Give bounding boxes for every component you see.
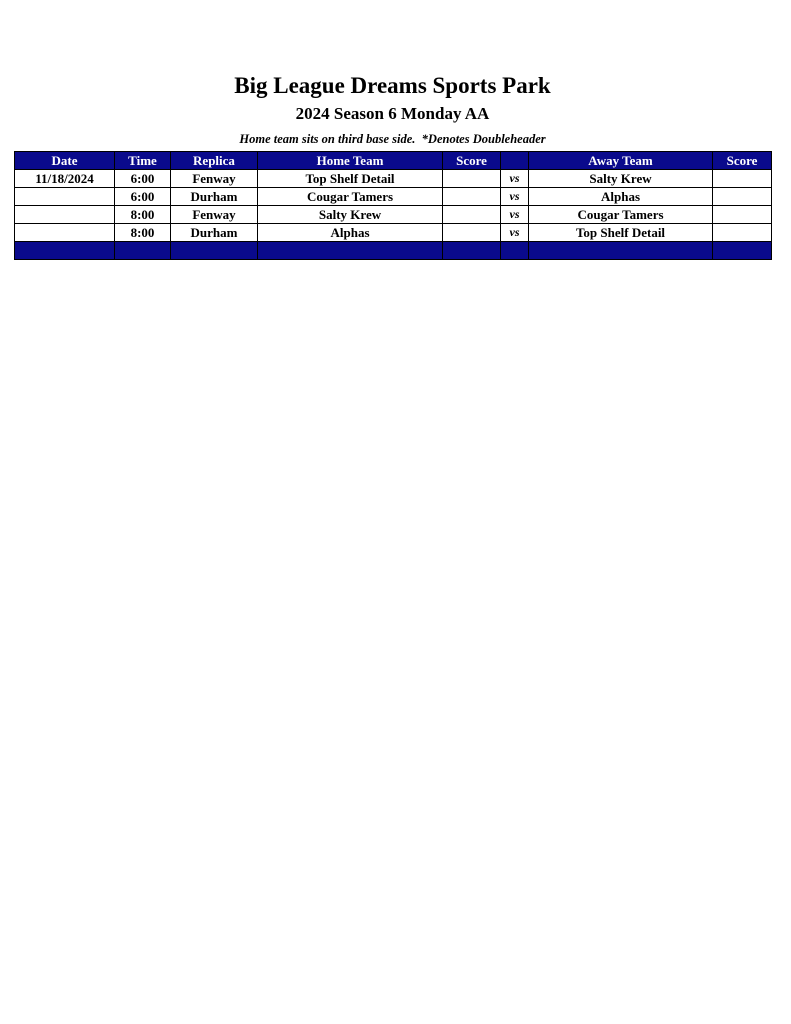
column-header-date: Date	[15, 152, 115, 170]
cell-replica: Durham	[171, 188, 258, 206]
page-subtitle: 2024 Season 6 Monday AA	[295, 104, 490, 123]
column-header-away-score: Score	[713, 152, 772, 170]
cell-replica: Fenway	[171, 170, 258, 188]
cell-date	[15, 188, 115, 206]
cell-time: 6:00	[115, 188, 171, 206]
column-header-replica: Replica	[171, 152, 258, 170]
footer-cell	[443, 242, 501, 260]
column-header-home-score: Score	[443, 152, 501, 170]
cell-away-score	[713, 206, 772, 224]
table-row	[15, 206, 772, 224]
footer-cell	[15, 242, 115, 260]
column-header-home-team: Home Team	[258, 152, 443, 170]
cell-home-score	[443, 188, 501, 206]
column-header-vs	[501, 152, 529, 170]
schedule-table	[14, 151, 772, 260]
cell-away-score	[713, 170, 772, 188]
footer-cell	[115, 242, 171, 260]
cell-vs: vs	[501, 188, 529, 206]
cell-away-team: Salty Krew	[529, 170, 713, 188]
cell-time: 8:00	[115, 224, 171, 242]
column-header-time: Time	[115, 152, 171, 170]
cell-date: 11/18/2024	[15, 170, 115, 188]
schedule-note: Home team sits on third base side. *Denotes Doubleheader	[239, 132, 546, 146]
cell-home-score	[443, 224, 501, 242]
cell-away-score	[713, 188, 772, 206]
cell-time: 6:00	[115, 170, 171, 188]
cell-away-team: Cougar Tamers	[529, 206, 713, 224]
cell-home-score	[443, 206, 501, 224]
cell-vs: vs	[501, 206, 529, 224]
footer-cell	[501, 242, 529, 260]
column-header-away-team: Away Team	[529, 152, 713, 170]
cell-away-score	[713, 224, 772, 242]
cell-replica: Fenway	[171, 206, 258, 224]
cell-away-team: Alphas	[529, 188, 713, 206]
table-row	[15, 188, 772, 206]
cell-date	[15, 224, 115, 242]
table-row	[15, 224, 772, 242]
footer-cell	[171, 242, 258, 260]
table-row	[15, 170, 772, 188]
cell-home-score	[443, 170, 501, 188]
cell-date	[15, 206, 115, 224]
cell-vs: vs	[501, 224, 529, 242]
cell-time: 8:00	[115, 206, 171, 224]
cell-home-team: Top Shelf Detail	[258, 170, 443, 188]
cell-replica: Durham	[171, 224, 258, 242]
footer-cell	[258, 242, 443, 260]
table-footer-band	[15, 242, 772, 260]
cell-away-team: Top Shelf Detail	[529, 224, 713, 242]
cell-home-team: Cougar Tamers	[258, 188, 443, 206]
page-title: Big League Dreams Sports Park	[234, 73, 551, 98]
cell-home-team: Salty Krew	[258, 206, 443, 224]
footer-cell	[529, 242, 713, 260]
cell-home-team: Alphas	[258, 224, 443, 242]
table-header-row	[15, 152, 772, 170]
cell-vs: vs	[501, 170, 529, 188]
footer-cell	[713, 242, 772, 260]
